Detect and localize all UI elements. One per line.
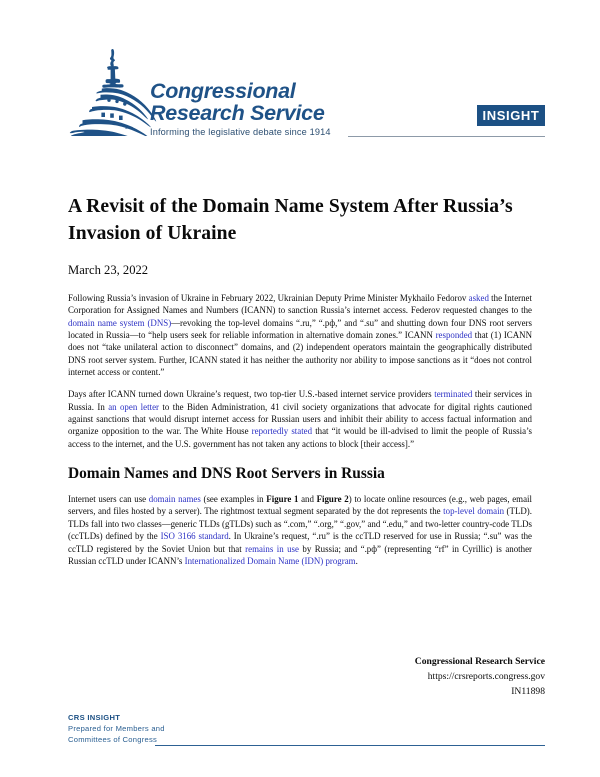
footer-kicker: CRS INSIGHT — [68, 713, 121, 722]
text-run: Days after ICANN turned down Ukraine’s request, two top-tier U.S.-based internet service providers — [68, 389, 435, 400]
link-domain-names[interactable]: domain names — [148, 494, 201, 505]
org-tagline: Informing the legislative debate since 1914 — [150, 127, 331, 137]
footer-divider — [155, 745, 545, 746]
footer-subline-1: Prepared for Members and — [68, 724, 165, 733]
crs-logo[interactable] — [66, 48, 366, 138]
text-run: their services in Russia. In — [68, 389, 532, 412]
link-domain-name-system[interactable]: domain name system (DNS) — [68, 317, 172, 328]
org-name-line2: Research Service — [150, 101, 325, 125]
footer-imprint — [245, 655, 545, 699]
text-run: that “it would be ill-advised to limit the people of Russia’s access to the internet, and the U.S. government has not taken any actions to block [their access].” — [68, 426, 533, 449]
section-heading: Domain Names and DNS Root Servers in Russia — [68, 465, 385, 483]
text-run: and — [298, 494, 317, 505]
footer-product-note — [68, 713, 368, 745]
text-run: . In Ukraine’s request, “.ru” is the ccTLD reserved for use in Russia; “.su” was the ccTLD registered by the Soviet Union but that — [68, 531, 532, 554]
footer-report-id: IN11898 — [511, 686, 545, 697]
text-run: that (1) ICANN does not “take unilateral action to disconnect” domains, and (2) independent operators maintain the geographically distributed DNS root server system. Further, ICANN stated it has neither the authority nor ability to impose sanctions as it “does not control internet access or content.” — [68, 330, 532, 378]
link-terminated[interactable]: terminated — [434, 389, 473, 400]
page-header — [0, 0, 600, 150]
footer-org-name: Congressional Research Service — [414, 656, 545, 667]
footer-subline-2: Committees of Congress — [68, 735, 158, 745]
crs-wordmark — [150, 80, 365, 138]
page-title: A Revisit of the Domain Name System After Russia’s Invasion of Ukraine — [68, 196, 513, 245]
link-reportedly-stated[interactable]: reportedly stated — [251, 426, 313, 437]
text-run: to the Biden Administration, 41 civil society organizations that advocate for digital rights cautioned against sanctions that would disrupt internet access for Russian users and inhibit their ability to access factual information and organize opposition to the war. The White House — [68, 401, 532, 437]
paragraph-1 — [68, 292, 532, 378]
link-idn-program[interactable]: Internationalized Domain Name (IDN) program — [184, 555, 356, 566]
org-name-line1: Congressional — [150, 79, 296, 103]
paragraph-2 — [68, 388, 532, 450]
text-run: the Internet Corporation for Assigned Names and Numbers (ICANN) to sanction Russia’s internet access. Federov requested changes to the — [68, 293, 532, 316]
paragraph-3 — [68, 493, 532, 567]
link-responded[interactable]: responded — [435, 330, 473, 341]
text-run: (see examples in — [200, 494, 267, 505]
document-body — [68, 292, 532, 577]
link-iso-3166-standard[interactable]: ISO 3166 standard — [160, 531, 229, 542]
figure-ref-1: Figure 1 — [266, 494, 299, 505]
insight-badge: INSIGHT — [477, 105, 545, 126]
text-run: ) to locate online resources (e.g., web pages, email servers, and files hosted by a server). The rightmost textual segment separated by the dot represents the — [68, 494, 532, 517]
capitol-dome-icon — [66, 48, 158, 136]
text-run: Internet users can use — [68, 494, 149, 505]
link-asked[interactable]: asked — [468, 293, 489, 303]
text-run: (TLD). TLDs fall into two classes—generic TLDs (gTLDs) such as “.com,” “.org,” “.gov,” and “.edu,” and two-letter country-code TLDs (ccTLDs) defined by the — [68, 506, 532, 542]
link-remains-in-use[interactable]: remains in use — [245, 543, 299, 554]
figure-ref-2: Figure 2 — [316, 494, 349, 505]
header-divider — [348, 136, 545, 137]
link-top-level-domain[interactable]: top-level domain — [443, 506, 505, 517]
text-run: —revoking the top-level domains “.ru,” “.рф,” and “.su” and shutting down four DNS root servers located in Russia—to “help users seek for reliable information in alternative domain zones.” ICANN — [68, 317, 532, 341]
link-open-letter[interactable]: an open letter — [108, 401, 159, 412]
text-run: by Russia; and “.рф” (representing “rf” in Cyrillic) is another Russian ccTLD under ICANN’s — [68, 543, 532, 566]
text-run: . — [355, 555, 358, 566]
publication-date: March 23, 2022 — [68, 263, 149, 277]
text-run: Following Russia’s invasion of Ukraine in February 2022, Ukrainian Deputy Prime Minister Mykhailo Fedorov — [68, 293, 469, 303]
footer-url[interactable]: https://crsreports.congress.gov — [427, 671, 545, 682]
